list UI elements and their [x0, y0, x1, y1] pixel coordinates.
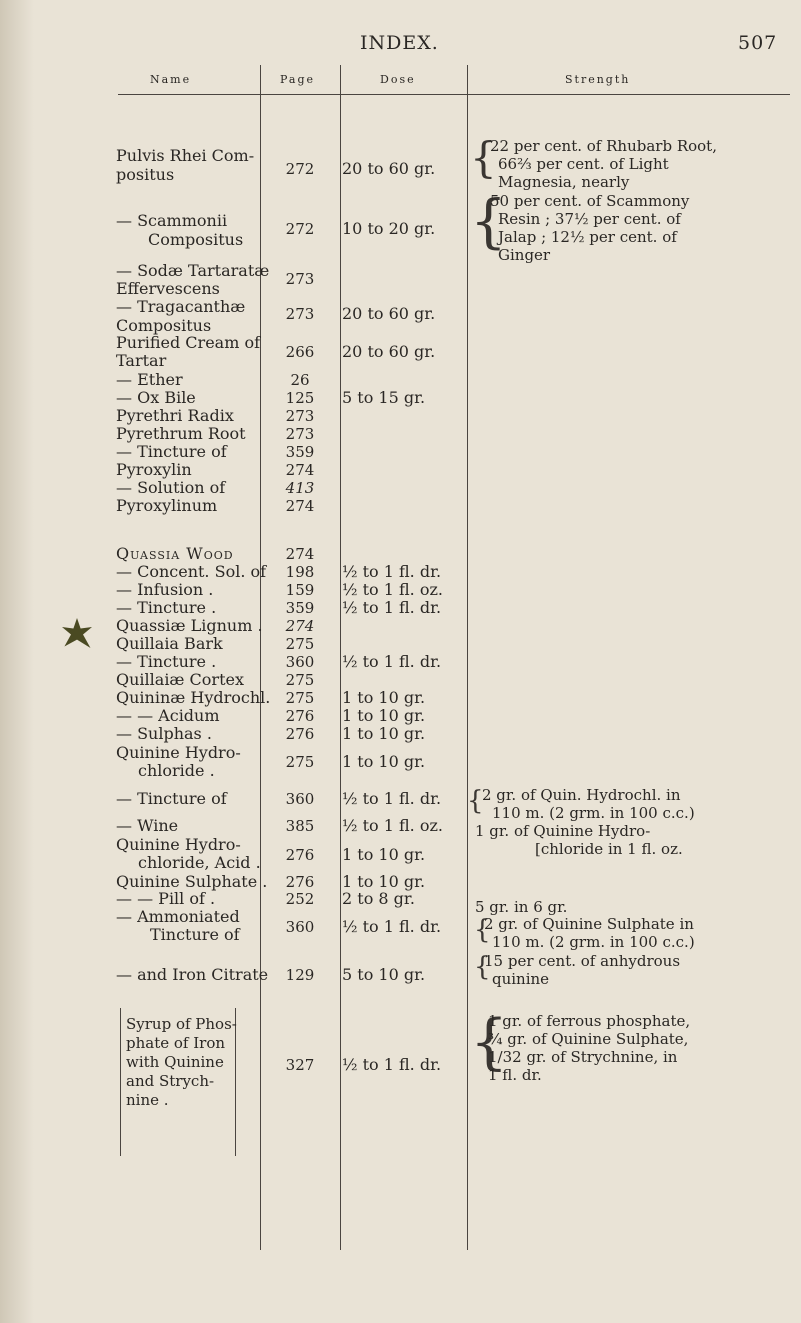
entry-dose: 20 to 60 gr.	[342, 159, 436, 178]
entry-page: 273	[285, 270, 315, 288]
entry-name: Quassia Wood	[116, 544, 234, 563]
entry-name: Quillaia Bark	[116, 634, 223, 653]
entry-strength: 1 gr. of ferrous phosphate,	[488, 1012, 691, 1030]
page-number: 507	[738, 32, 778, 54]
entry-name: — Tincture .	[116, 598, 217, 617]
page-edge-shadow	[0, 0, 34, 1323]
entry-page: 26	[290, 371, 310, 389]
entry-page: 275	[285, 635, 315, 653]
entry-page: 252	[285, 890, 315, 908]
rule-page-dose	[340, 65, 341, 1250]
entry-name: — Ether	[116, 370, 183, 389]
entry-name: — Ox Bile	[116, 388, 196, 407]
entry-name: — Sodæ Tartaratæ	[116, 261, 270, 280]
entry-dose: 1 to 10 gr.	[342, 752, 426, 771]
entry-name: Compositus	[116, 316, 212, 335]
entry-page: 274	[285, 461, 315, 479]
entry-page: 359	[285, 599, 315, 617]
entry-dose: 10 to 20 gr.	[342, 219, 436, 238]
entry-strength: 110 m. (2 grm. in 100 c.c.)	[492, 933, 695, 951]
entry-strength: 5 gr. in 6 gr.	[475, 898, 568, 916]
entry-name: chloride, Acid .	[138, 853, 261, 872]
entry-dose: ½ to 1 fl. dr.	[342, 562, 442, 581]
column-header-dose: Dose	[380, 73, 416, 86]
entry-strength: Magnesia, nearly	[498, 173, 630, 191]
entry-name: chloride .	[138, 761, 215, 780]
entry-dose: ½ to 1 fl. dr.	[342, 652, 442, 671]
entry-name: Pulvis Rhei Com-	[116, 146, 255, 165]
entry-name: — and Iron Citrate	[116, 965, 269, 984]
entry-dose: 1 to 10 gr.	[342, 724, 426, 743]
entry-page: 275	[285, 671, 315, 689]
entry-name: Quinine Sulphate .	[116, 872, 268, 891]
entry-dose: 1 to 10 gr.	[342, 688, 426, 707]
entry-page: 273	[285, 305, 315, 323]
entry-name: Pyrethri Radix	[116, 406, 234, 425]
column-header-name: Name	[150, 73, 192, 86]
entry-name: — Scammonii	[116, 211, 228, 230]
entry-name: — — Acidum	[116, 706, 220, 725]
entry-name: Purified Cream of	[116, 333, 261, 352]
entry-page: 275	[285, 753, 315, 771]
entry-page: 198	[285, 563, 315, 581]
entry-name: Pyroxylin	[116, 460, 192, 479]
entry-name: — Tincture of	[116, 789, 227, 808]
entry-name: — Sulphas .	[116, 724, 212, 743]
entry-name: — Infusion .	[116, 580, 214, 599]
entry-dose: 5 to 10 gr.	[342, 965, 426, 984]
entry-name: — Wine	[116, 816, 179, 835]
entry-page: 327	[285, 1056, 315, 1074]
column-header-strength: Strength	[565, 73, 631, 86]
entry-name: Quillaiæ Cortex	[116, 670, 244, 689]
entry-name: Compositus	[148, 230, 244, 249]
entry-name: Tartar	[116, 351, 167, 370]
entry-page: 274	[285, 617, 315, 635]
entry-dose: ½ to 1 fl. oz.	[342, 580, 443, 599]
entry-page: 360	[285, 918, 315, 936]
entry-name: Pyrethrum Root	[116, 424, 246, 443]
entry-name: Quininæ Hydrochl.	[116, 688, 271, 707]
entry-strength: 1 fl. dr.	[488, 1066, 542, 1084]
entry-name: — Solution of	[116, 478, 226, 497]
entry-page: 276	[285, 707, 315, 725]
entry-name: with Quinine	[126, 1053, 224, 1071]
entry-strength: ¾ gr. of Quinine Sulphate,	[488, 1030, 689, 1048]
entry-name: — Concent. Sol. of	[116, 562, 267, 581]
entry-page: 125	[285, 389, 315, 407]
entry-page: 274	[285, 545, 315, 563]
ink-stain	[62, 618, 92, 648]
entry-dose: ½ to 1 fl. dr.	[342, 598, 442, 617]
entry-strength: 50 per cent. of Scammony	[490, 192, 690, 210]
entry-dose: ½ to 1 fl. dr.	[342, 1055, 442, 1074]
entry-dose: ½ to 1 fl. dr.	[342, 917, 442, 936]
page-title: INDEX.	[360, 32, 439, 54]
entry-dose: 1 to 10 gr.	[342, 845, 426, 864]
entry-strength: Resin ; 37½ per cent. of	[498, 210, 681, 228]
entry-dose: 20 to 60 gr.	[342, 342, 436, 361]
entry-dose: 5 to 15 gr.	[342, 388, 426, 407]
entry-strength: 15 per cent. of anhydrous	[484, 952, 681, 970]
entry-dose: 1 to 10 gr.	[342, 706, 426, 725]
entry-page: 359	[285, 443, 315, 461]
entry-name: — Tincture .	[116, 652, 217, 671]
column-header-page: Page	[280, 73, 316, 86]
entry-page: 272	[285, 220, 315, 238]
entry-page: 413	[285, 479, 315, 497]
entry-name: nine .	[126, 1091, 169, 1109]
entry-name: Quassiæ Lignum .	[116, 616, 263, 635]
entry-page: 276	[285, 725, 315, 743]
entry-page: 266	[285, 343, 315, 361]
entry-name: — Ammoniated	[116, 907, 240, 926]
rule-name-page	[260, 65, 261, 1250]
entry-name: and Strych-	[126, 1072, 215, 1090]
entry-page: 276	[285, 873, 315, 891]
entry-strength: Ginger	[498, 246, 551, 264]
entry-page: 159	[285, 581, 315, 599]
entry-dose: ½ to 1 fl. oz.	[342, 816, 443, 835]
entry-strength: quinine	[492, 970, 550, 988]
entry-page: 360	[285, 790, 315, 808]
entry-strength: 2 gr. of Quinine Sulphate in	[484, 915, 694, 933]
entry-strength: [chloride in 1 fl. oz.	[535, 840, 683, 858]
entry-page: 272	[285, 160, 315, 178]
entry-name: — Tragacanthæ	[116, 297, 246, 316]
entry-strength: Jalap ; 12½ per cent. of	[498, 228, 677, 246]
entry-page: 276	[285, 846, 315, 864]
entry-page: 273	[285, 425, 315, 443]
entry-page: 129	[285, 966, 315, 984]
entry-page: 360	[285, 653, 315, 671]
entry-strength: 1/32 gr. of Strychnine, in	[488, 1048, 678, 1066]
header-rule	[118, 94, 790, 95]
entry-name: — — Pill of .	[116, 889, 216, 908]
entry-page: 385	[285, 817, 315, 835]
entry-name: phate of Iron	[126, 1034, 226, 1052]
entry-name: Quinine Hydro-	[116, 743, 241, 762]
index-page: INDEX. 507 Name Page Dose Strength Pulvis Rhei Com- positus 272 20 to 60 gr. { 22 per cent. of Rhubarb Root, 66⅔ per cent. of Light Magnesia, nearly — Scammonii Compositus 272 10 to 20 gr. { 50 per cent. of Scammony Resin ; 37½ per cent. of Jalap ; 12½ per cent. of Ginger — Sodæ Tartaratæ Effervescens 273 — Tragacanthæ Compositus 273 20 to 60 gr. Purified Cream of Tartar 266 20 to 60 gr. — Ether 26 — Ox Bile 125 5 to 15 gr. Pyrethri Radix 273 Pyrethrum Root 273 — Tincture of 359 Pyroxylin 274 — Solution of 413 Pyroxylinum 274 Quassia Wood 274 — Concent. Sol. of 198 ½ to 1 fl. dr. — Infusion . 159 ½ to 1 fl. oz. — Tincture . 359 ½ to 1 fl. dr. Quassiæ Lignum . 274 Quillaia Bark 275 — Tincture . 360 ½ to 1 fl. dr. Quillaiæ Cortex 275 Quininæ Hydrochl. 275 1 to 10 gr. — — Acidum 276 1 to 10 gr. — Sulphas . 276 1 to 10 gr. Quinine Hydro- chloride . 275 1 to 10 gr. — Tincture of 360 ½ to 1 fl. dr. { 2 gr. of Quin. Hydrochl. in 110 m. (2 grm. in 100 c.c.) — Wine 385 ½ to 1 fl. oz. 1 gr. of Quinine Hydro- [chloride in 1 fl. oz. Quinine Hydro- chloride, Acid . 276 1 to 10 gr. Quinine Sulphate . 276 1 to 10 gr. — — Pill of . 252 2 to 8 gr. 5 gr. in 6 gr. — Ammoniated Tincture of 360 ½ to 1 fl. dr. { 2 gr. of Quinine Sulphate in 110 m. (2 grm. in 100 c.c.) — and Iron Citrate 129 5 to 10 gr. { 15 per cent. of anhydrous quinine Syrup of Phos- phate of Iron with Quinine and Strych- nine . 327 ½ to 1 fl. dr. { 1 gr. of ferrous phosphate, ¾ gr. of Quinine Sulphate, 1/32 gr. of Strychnine, in 1 fl. dr.	[0, 0, 801, 1323]
entry-page: 275	[285, 689, 315, 707]
entry-name: Effervescens	[116, 279, 220, 298]
entry-strength: 2 gr. of Quin. Hydrochl. in	[482, 786, 681, 804]
entry-strength: 1 gr. of Quinine Hydro-	[475, 822, 651, 840]
entry-dose: 1 to 10 gr.	[342, 872, 426, 891]
entry-name: Pyroxylinum	[116, 496, 218, 515]
entry-name: — Tincture of	[116, 442, 227, 461]
entry-page: 274	[285, 497, 315, 515]
entry-name: Quinine Hydro-	[116, 835, 241, 854]
entry-name: Syrup of Phos-	[126, 1015, 237, 1033]
entry-strength: 22 per cent. of Rhubarb Root,	[490, 137, 717, 155]
entry-page: 273	[285, 407, 315, 425]
entry-dose: ½ to 1 fl. dr.	[342, 789, 442, 808]
entry-name: positus	[116, 165, 175, 184]
entry-strength: 66⅔ per cent. of Light	[498, 155, 669, 173]
entry-name: Tincture of	[150, 925, 240, 944]
rule-dose-strength	[467, 65, 468, 1250]
entry-strength: 110 m. (2 grm. in 100 c.c.)	[492, 804, 695, 822]
entry-dose: 2 to 8 gr.	[342, 889, 415, 908]
entry-dose: 20 to 60 gr.	[342, 304, 436, 323]
